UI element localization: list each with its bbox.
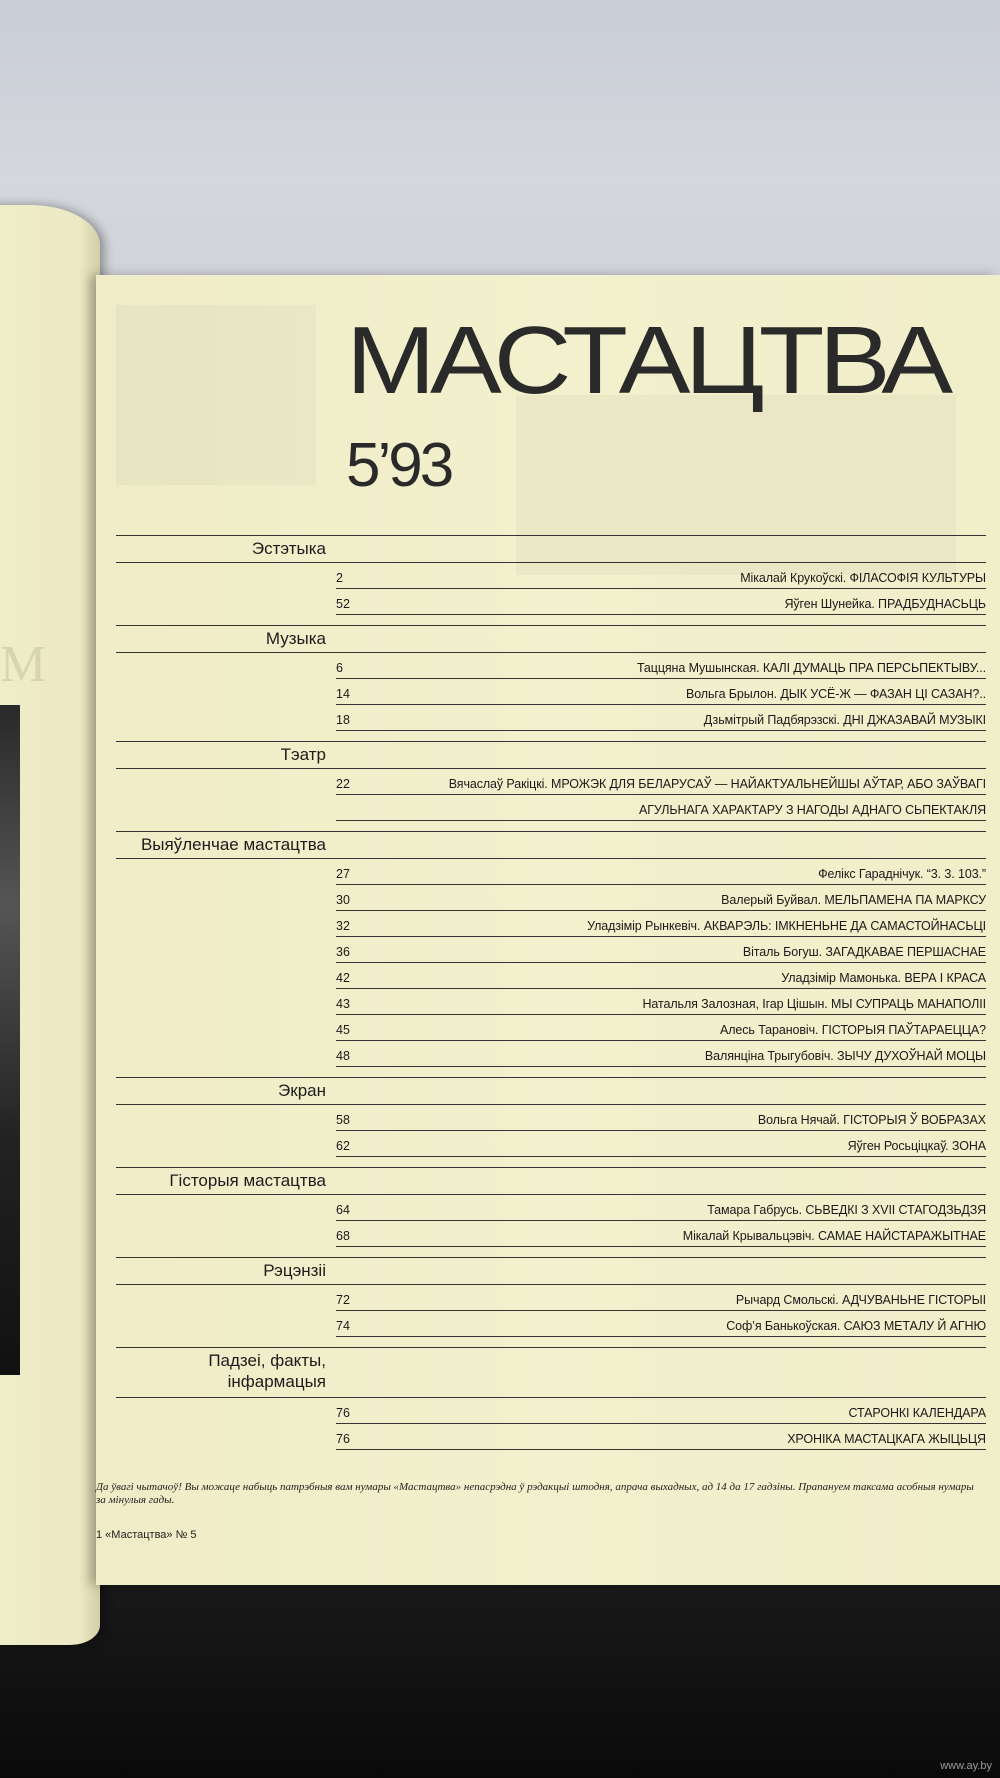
- toc-entry: [336, 1015, 986, 1041]
- toc-page-number: 74: [336, 1319, 350, 1333]
- reader-notice: Да ўвагі чытачоў! Вы можаце набыць патрэбныя вам нумары «Мастацтва» непасрэдна ў рэдакцыі штодня, апрача выхадных, ад 14 да 17 гадзіны. Прапануем таксама асобныя нумары за мінулыя гады.: [96, 1481, 974, 1506]
- toc-page-number: 58: [336, 1113, 350, 1127]
- section-heading: [116, 1077, 986, 1105]
- toc-entry-title: Тамара Габрусь. СЬВЕДКІ З XVII СТАГОДЗЬДЗЯ: [707, 1203, 986, 1217]
- toc-entry-title: Уладзімір Мамонька. ВЕРА І КРАСА: [781, 971, 986, 985]
- toc-entry-title: ХРОНІКА МАСТАЦКАГА ЖЫЦЬЦЯ: [787, 1432, 986, 1446]
- toc-entry: [336, 1285, 986, 1311]
- toc-entry: [336, 963, 986, 989]
- masthead: МАСТАЦТВА: [346, 307, 948, 414]
- toc-page-number: 64: [336, 1203, 350, 1217]
- left-page-photo: [0, 705, 20, 1375]
- toc-entry-title: Яўген Росьціцкаў. ЗОНА: [847, 1139, 986, 1153]
- toc-entry: [336, 769, 986, 795]
- toc-page-number: 6: [336, 661, 343, 675]
- toc-entry: [336, 911, 986, 937]
- toc-entry-title: Алесь Тарановіч. ГІСТОРЫЯ ПАЎТАРАЕЦЦА?: [719, 1023, 986, 1037]
- section-title-line: Рэцэнзіі: [263, 1261, 326, 1280]
- toc-page-number: 48: [336, 1049, 350, 1063]
- section-title-line: Гісторыя мастацтва: [169, 1171, 326, 1190]
- toc-entry-title: Валерый Буйвал. МЕЛЬПАМЕНА ПА МАРКСУ: [721, 893, 986, 907]
- toc-entry: [336, 563, 986, 589]
- toc-page-number: 18: [336, 713, 350, 727]
- toc-entry-title: Мікалай Крывальцэвіч. САМАЕ НАЙСТАРАЖЫТНАЕ: [682, 1229, 986, 1243]
- section-heading: [116, 535, 986, 563]
- watermark: www.ay.by: [940, 1760, 992, 1772]
- toc-entry: [336, 679, 986, 705]
- toc-entry: [336, 1311, 986, 1337]
- toc-entry-title: Валянціна Трыгубовіч. ЗЫЧУ ДУХОЎНАЙ МОЦЫ: [704, 1049, 986, 1063]
- section-title: [141, 835, 326, 855]
- toc-entry-title: Дзьмітрый Падбярэзскі. ДНІ ДЖАЗАВАЙ МУЗЫКІ: [703, 713, 986, 727]
- toc-page-number: 76: [336, 1432, 350, 1446]
- toc-entry-title: Мікалай Крукоўскі. ФІЛАСОФІЯ КУЛЬТУРЫ: [740, 571, 986, 585]
- toc-entry: [336, 1131, 986, 1157]
- toc-entry-title-continued: АГУЛЬНАГА ХАРАКТАРУ З НАГОДЫ АДНАГО СЬПЕКТАКЛЯ: [638, 803, 986, 817]
- toc-entry: [336, 653, 986, 679]
- toc-page-number: 2: [336, 571, 343, 585]
- toc-page-number: 68: [336, 1229, 350, 1243]
- section-heading: [116, 831, 986, 859]
- section-heading: [116, 741, 986, 769]
- section-title: [252, 539, 326, 559]
- toc-page-number: 72: [336, 1293, 350, 1307]
- toc-entry-title: Вольга Нячай. ГІСТОРЫЯ Ў ВОБРАЗАХ: [757, 1113, 986, 1127]
- toc-page-number: 42: [336, 971, 350, 985]
- section-title: [266, 629, 326, 649]
- section-title-line: Тэатр: [280, 745, 326, 764]
- section-heading: [116, 1257, 986, 1285]
- toc-page-number: 43: [336, 997, 350, 1011]
- toc-entry-continuation: [336, 795, 986, 821]
- toc-entry: [336, 1195, 986, 1221]
- section-heading: [116, 1167, 986, 1195]
- toc-page-number: 22: [336, 777, 350, 791]
- toc-page-number: 52: [336, 597, 350, 611]
- section-heading: [116, 625, 986, 653]
- toc-entry-title: Таццяна Мушынская. КАЛІ ДУМАЦЬ ПРА ПЕРСЬПЕКТЫВУ...: [636, 661, 986, 675]
- section-title-line: Падзеі, факты,: [208, 1351, 326, 1370]
- section-title: [281, 745, 326, 765]
- toc-entry-title: Яўген Шунейка. ПРАДБУДНАСЬЦЬ: [784, 597, 986, 611]
- toc-page-number: 45: [336, 1023, 350, 1037]
- toc-page-number: 32: [336, 919, 350, 933]
- toc-entry-title: Віталь Богуш. ЗАГАДКАВАЕ ПЕРШАСНАЕ: [742, 945, 986, 959]
- table-of-contents: [116, 525, 986, 1450]
- toc-entry: [336, 885, 986, 911]
- toc-page-number: 36: [336, 945, 350, 959]
- toc-entry: [336, 1424, 986, 1450]
- toc-page-number: 30: [336, 893, 350, 907]
- section-title-line: інфармацыя: [227, 1372, 326, 1391]
- section-title: [278, 1081, 326, 1101]
- toc-entry-title: Вольга Брылон. ДЫК УСЁ-Ж — ФАЗАН ЦІ САЗАН?..: [685, 687, 986, 701]
- toc-entry: [336, 589, 986, 615]
- toc-entry-title: Вячаслаў Ракіцкі. МРОЖЭК ДЛЯ БЕЛАРУСАЎ — НАЙАКТУАЛЬНЕЙШЫ АЎТАР, АБО ЗАЎВАГІ: [448, 777, 986, 791]
- section-title: [169, 1171, 326, 1191]
- toc-page-number: 14: [336, 687, 350, 701]
- toc-entry-title: Натальля Залозная, Ігар Цішын. МЫ СУПРАЦЬ МАНАПОЛІІ: [642, 997, 986, 1011]
- section-title: [208, 1350, 326, 1392]
- page-footer: 1 «Мастацтва» № 5: [96, 1529, 197, 1541]
- toc-entry: [336, 1398, 986, 1424]
- section-title-line: Эстэтыка: [251, 539, 326, 558]
- section-title: [263, 1261, 326, 1281]
- section-heading: [116, 1347, 986, 1398]
- issue-number: 5’93: [346, 431, 452, 500]
- section-title-line: Выяўленчае мастацтва: [140, 835, 326, 854]
- toc-entry: [336, 937, 986, 963]
- toc-entry: [336, 1221, 986, 1247]
- toc-page-number: 27: [336, 867, 350, 881]
- section-title-line: Музыка: [265, 629, 326, 648]
- toc-entry-title: Соф’я Банькоўская. САЮЗ МЕТАЛУ Й АГНЮ: [726, 1319, 986, 1333]
- toc-page-number: 76: [336, 1406, 350, 1420]
- left-page: [0, 205, 100, 1645]
- magazine-page: [96, 275, 1000, 1585]
- toc-entry-title: СТАРОНКІ КАЛЕНДАРА: [848, 1406, 986, 1420]
- toc-entry: [336, 989, 986, 1015]
- toc-entry: [336, 705, 986, 731]
- toc-entry-title: Фелікс Гараднічук. “3. 3. 103.”: [818, 867, 986, 881]
- show-through-text: [116, 305, 316, 485]
- toc-entry: [336, 1041, 986, 1067]
- toc-entry-title: Рычард Смольскі. АДЧУВАНЬНЕ ГІСТОРЫІ: [735, 1293, 986, 1307]
- left-page-ghost-letter: М: [0, 636, 47, 693]
- section-title-line: Экран: [278, 1081, 326, 1100]
- toc-entry: [336, 859, 986, 885]
- toc-page-number: 62: [336, 1139, 350, 1153]
- toc-entry-title: Уладзімір Рынкевіч. АКВАРЭЛЬ: ІМКНЕНЬНЕ ДА САМАСТОЙНАСЬЦІ: [587, 919, 986, 933]
- toc-entry: [336, 1105, 986, 1131]
